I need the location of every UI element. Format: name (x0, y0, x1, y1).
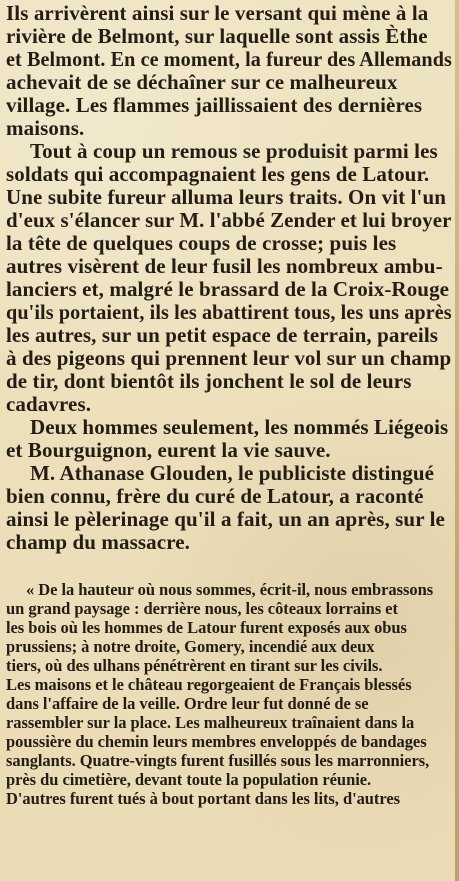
paragraph-line: soldats qui accompagnaient les gens de Latour. (6, 162, 430, 186)
quote-line: tiers, où des ulhans pénétrèrent en tirant sur les civils. (6, 656, 383, 675)
paragraph-line: et Belmont. En ce moment, la fureur des Allemands (6, 47, 452, 71)
quote-line: « De la hauteur où nous sommes, écrit-il, nous embrassons (26, 580, 434, 599)
paragraph-line: maisons. (6, 116, 85, 140)
paragraph-line: Tout à coup un remous se produisit parmi les (30, 139, 438, 163)
quote-line: poussière du chemin leurs membres enveloppés de bandages (6, 732, 427, 751)
paragraph-line: M. Athanase Glouden, le publiciste distingué (30, 461, 435, 485)
paragraph-line: les autres, sur un petit espace de terrain, pareils (6, 323, 439, 347)
paragraph-line: la tête de quelques coups de crosse; puis les (6, 231, 397, 255)
quote-line: près du cimetière, devant toute la population réunie. (6, 770, 372, 789)
quote-line: rassembler sur la place. Les malheureux traînaient dans la (6, 713, 415, 732)
paragraph-line: d'eux s'élancer sur M. l'abbé Zender et lui broyer (6, 208, 452, 232)
paragraph-line: autres visèrent de leur fusil les nombreux ambu- (6, 254, 443, 278)
paragraph-line: de tir, dont bientôt ils jonchent le sol de leurs (6, 369, 412, 393)
paragraph-line: lanciers et, malgré le brassard de la Croix-Rouge (6, 277, 450, 301)
paragraph-line: à des pigeons qui prennent leur vol sur un champ (6, 346, 452, 370)
paragraph-line: Deux hommes seulement, les nommés Liégeois (30, 415, 449, 439)
quote-line: sanglants. Quatre-vingts furent fusillés sous les marronniers, (6, 751, 430, 770)
paragraph-line: ainsi le pèlerinage qu'il a fait, un an après, sur le (6, 507, 445, 531)
paragraph-line: Ils arrivèrent ainsi sur le versant qui mène à la (6, 1, 429, 25)
quote-line: prussiens; à notre droite, Gomery, incendié aux deux (6, 637, 375, 656)
paragraph-line: Une subite fureur alluma leurs traits. On vit l'un (6, 185, 447, 209)
quote-line: Les maisons et le château regorgeaient de Français blessés (6, 675, 412, 694)
page-edge-shadow (455, 0, 459, 881)
paragraph-line: champ du massacre. (6, 530, 191, 554)
paragraph-line: rivière de Belmont, sur laquelle sont assis Èthe (6, 24, 428, 48)
paragraph-line: cadavres. (6, 392, 92, 416)
quote-line: les bois où les hommes de Latour furent exposés aux obus (6, 618, 407, 637)
paragraph-line: achevait de se déchaîner sur ce malheureux (6, 70, 398, 94)
quote-line: un grand paysage : derrière nous, les côteaux lorrains et (6, 599, 398, 618)
paragraph-line: qu'ils portaient, ils les abattirent tous, les uns après (6, 300, 452, 324)
paragraph-line: et Bourguignon, eurent la vie sauve. (6, 438, 331, 462)
paragraph-line: bien connu, frère du curé de Latour, a raconté (6, 484, 424, 508)
quote-line: dans l'affaire de la veille. Ordre leur fut donné de se (6, 694, 369, 713)
paragraph-line: village. Les flammes jaillissaient des dernières (6, 93, 423, 117)
quote-line: D'autres furent tués à bout portant dans les lits, d'autres (6, 789, 401, 808)
